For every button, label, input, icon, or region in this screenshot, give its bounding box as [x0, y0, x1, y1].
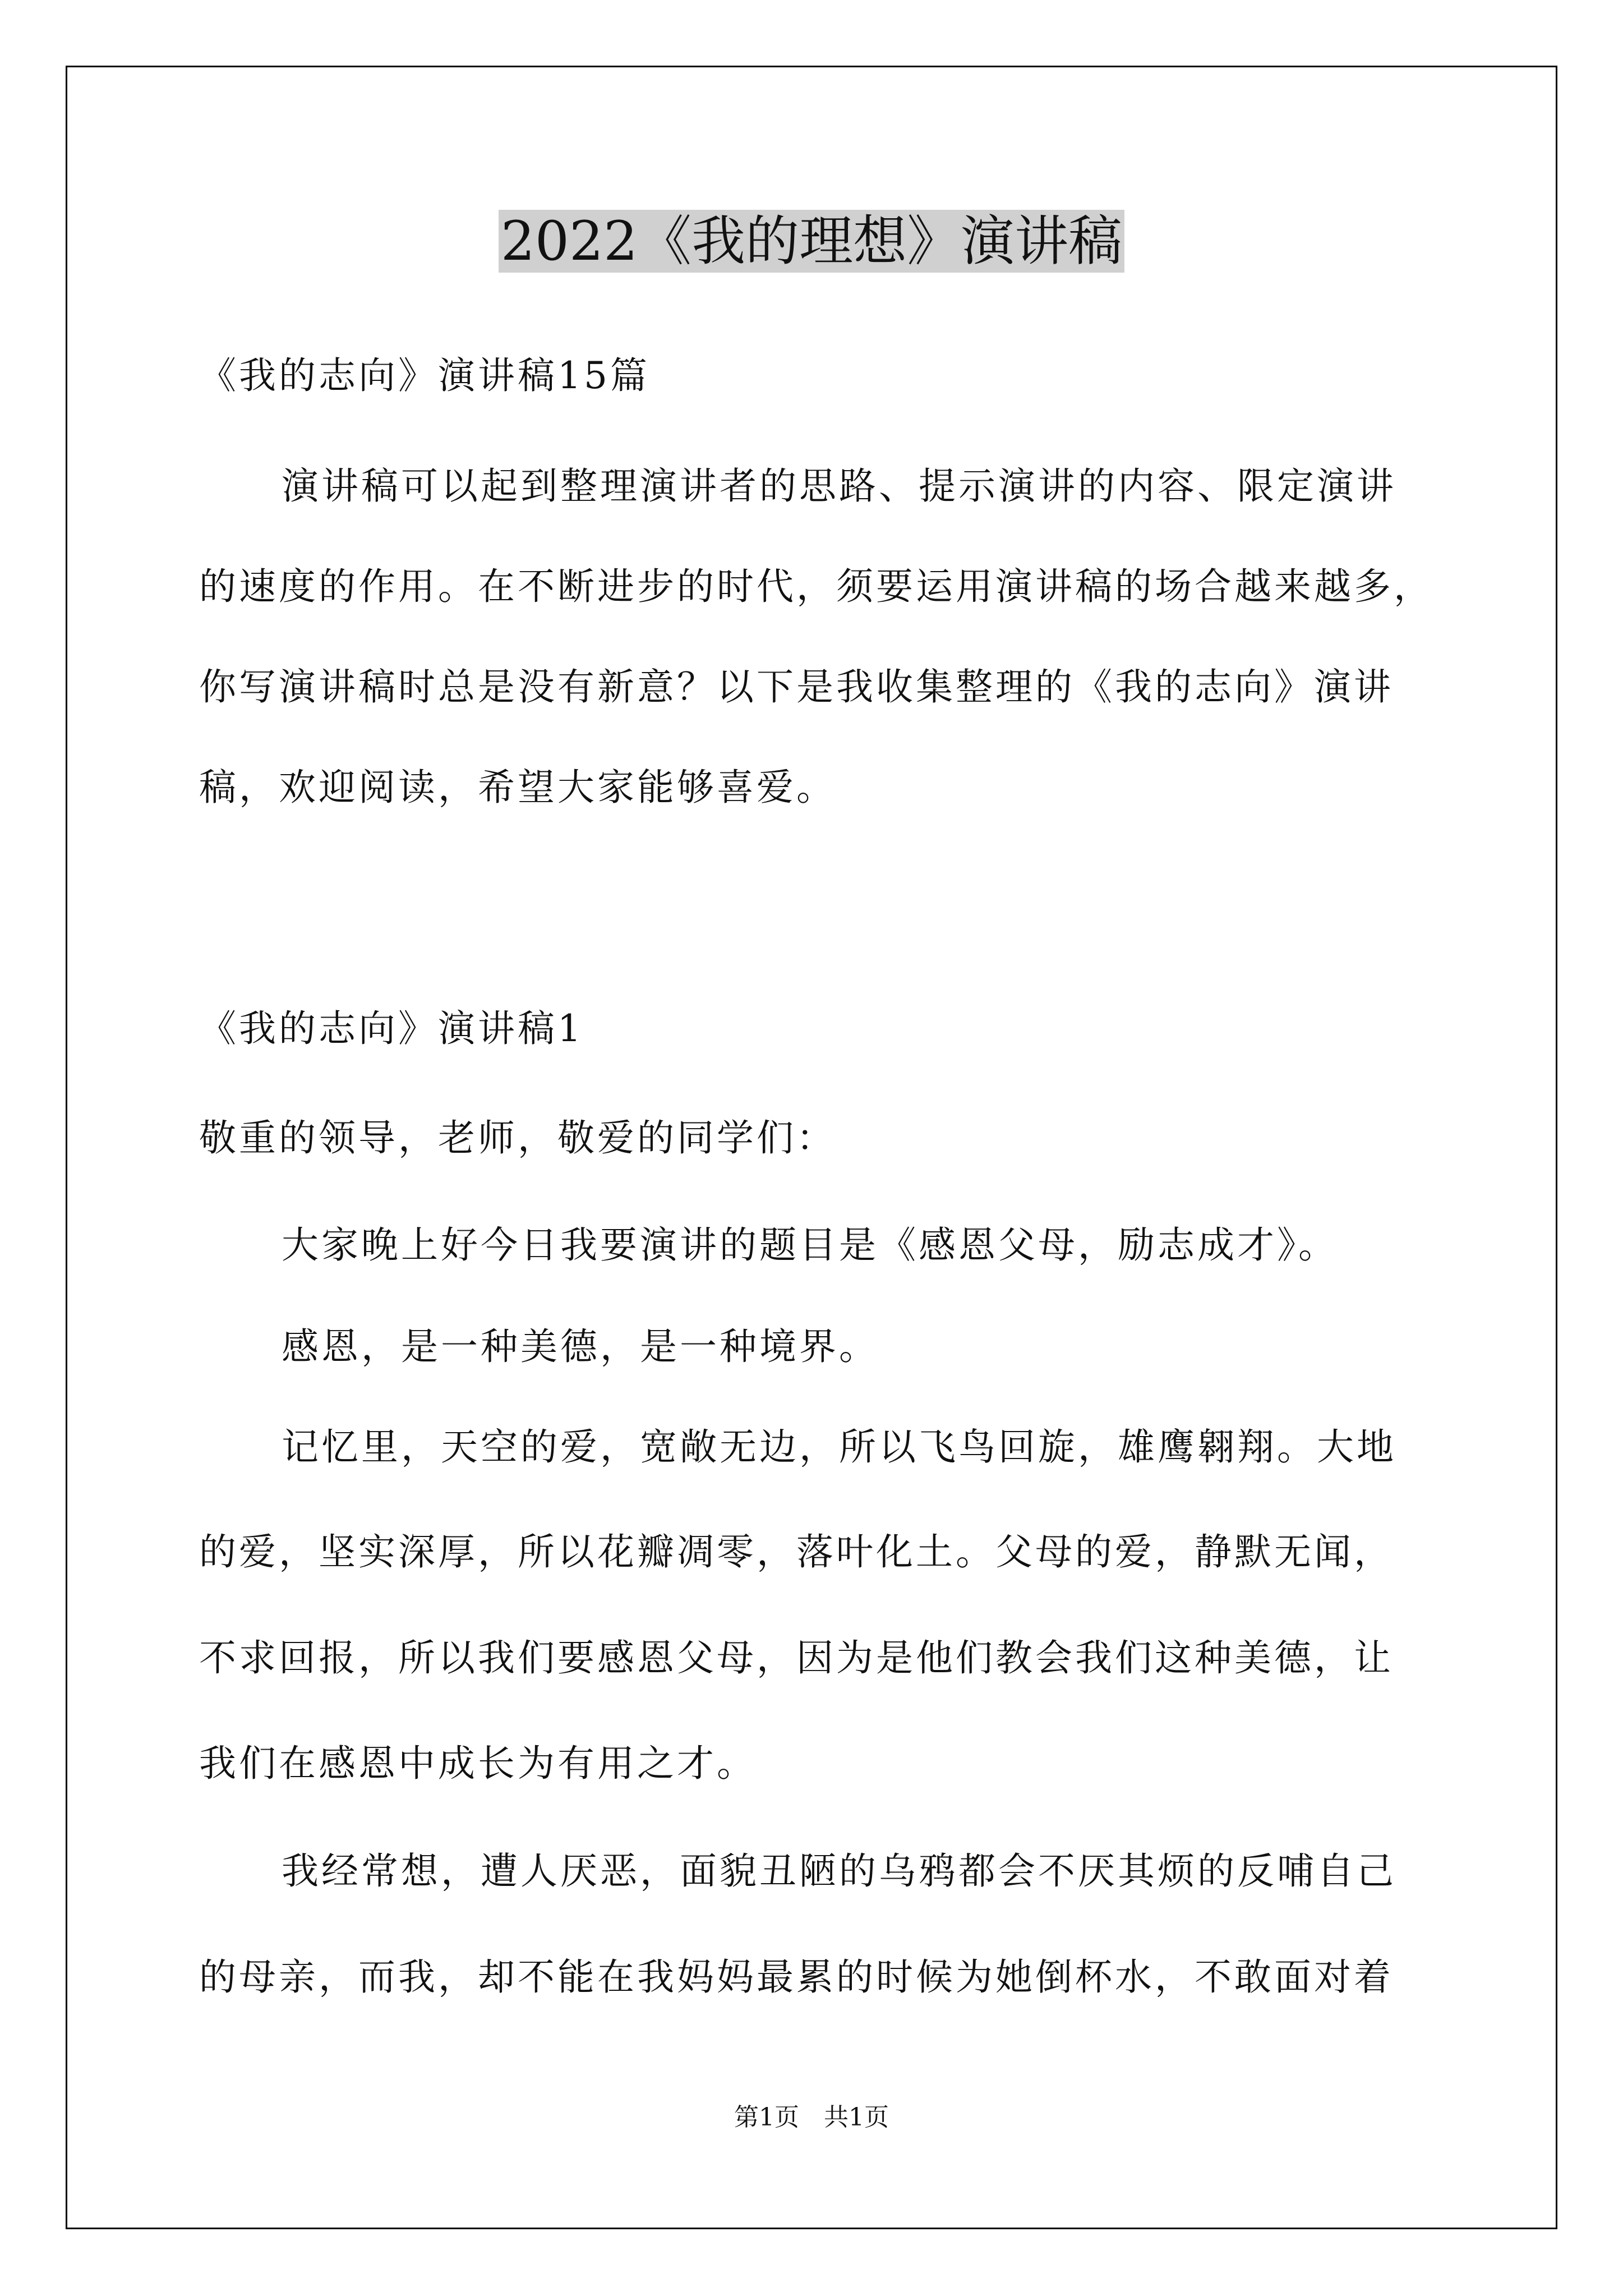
intro-line: 演讲稿可以起到整理演讲者的思路、提示演讲的内容、限定演讲 [282, 464, 1396, 508]
body-line: 记忆里，天空的爱，宽敞无边，所以飞鸟回旋，雄鹰翱翔。大地 [282, 1425, 1396, 1469]
body-line: 不求回报，所以我们要感恩父母，因为是他们教会我们这种美德，让 [199, 1636, 1394, 1680]
intro-line: 稿，欢迎阅读，希望大家能够喜爱。 [199, 766, 836, 809]
body-line: 我们在感恩中成长为有用之才。 [199, 1742, 757, 1785]
subtitle: 《我的志向》演讲稿15篇 [199, 354, 650, 397]
greeting: 敬重的领导，老师，敬爱的同学们： [199, 1116, 836, 1159]
body-line: 的母亲，而我，却不能在我妈妈最累的时候为她倒杯水，不敢面对着 [199, 1955, 1394, 1999]
section-title: 《我的志向》演讲稿1 [199, 1007, 584, 1050]
body-line: 我经常想，遭人厌恶，面貌丑陋的乌鸦都会不厌其烦的反哺自己 [282, 1849, 1396, 1893]
body-line: 大家晚上好今日我要演讲的题目是《感恩父母，励志成才》。 [282, 1223, 1338, 1267]
page-footer: 第1页 共1页 [734, 2103, 889, 2132]
body-line: 的爱，坚实深厚，所以花瓣凋零，落叶化土。父母的爱，静默无闻， [199, 1530, 1394, 1573]
intro-line: 你写演讲稿时总是没有新意？以下是我收集整理的《我的志向》演讲 [199, 665, 1394, 708]
intro-line: 的速度的作用。在不断进步的时代，须要运用演讲稿的场合越来越多， [199, 565, 1433, 608]
document-title: 2022《我的理想》演讲稿 [0, 205, 1623, 278]
body-line: 感恩，是一种美德，是一种境界。 [282, 1325, 879, 1368]
